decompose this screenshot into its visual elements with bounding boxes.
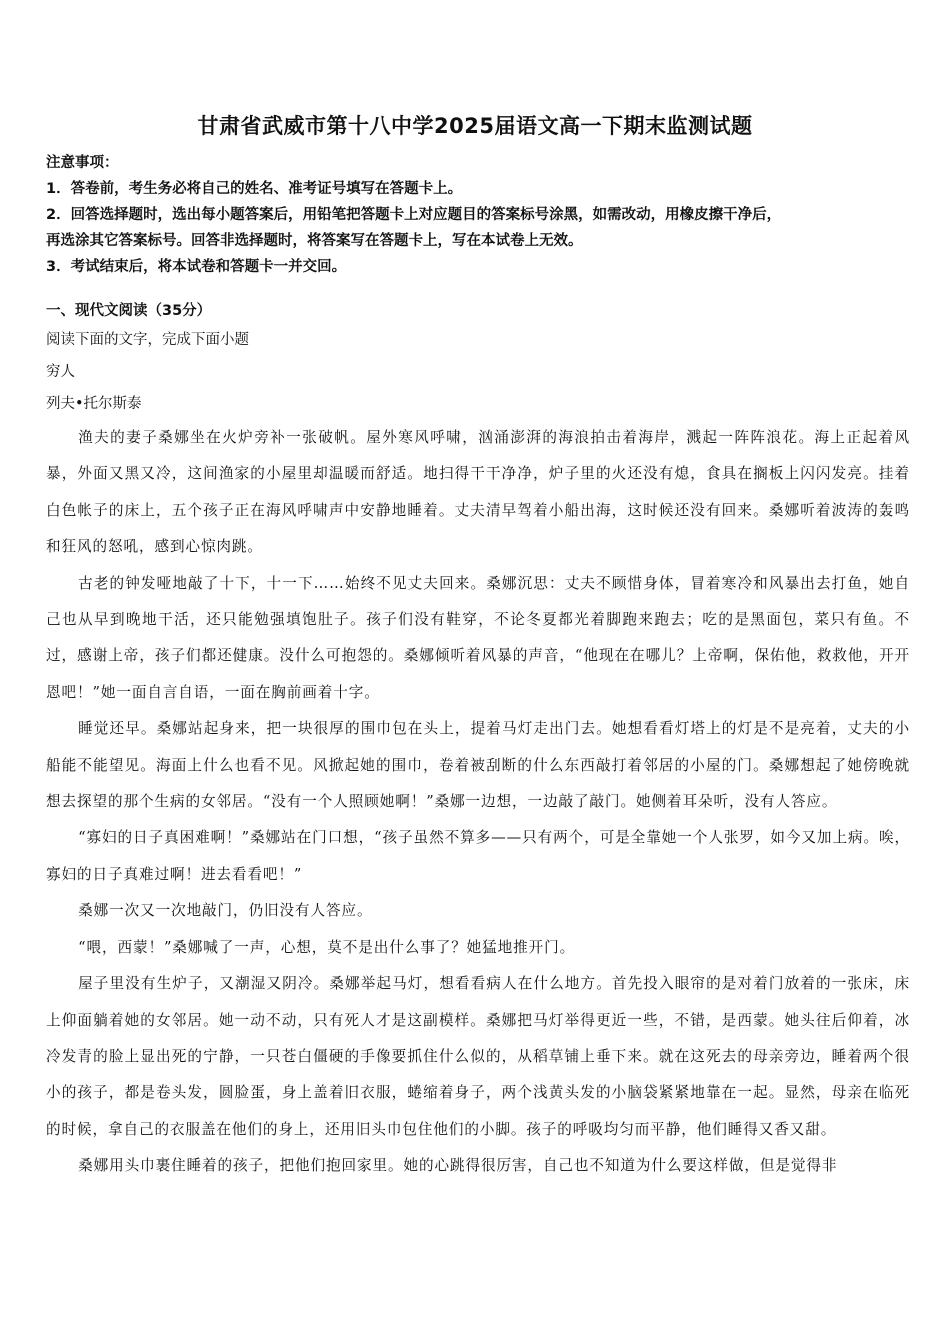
notes-item: 1．答卷前，考生务必将自己的姓名、准考证号填写在答题卡上。 (46, 181, 463, 197)
notes-item: 3．考试结束后，将本试卷和答题卡一并交回。 (46, 259, 347, 275)
section-heading: 一、现代文阅读（35分） (46, 303, 212, 319)
story-paragraph: 渔夫的妻子桑娜坐在火炉旁补一张破帆。屋外寒风呼啸，汹涌澎湃的海浪拍击着海岸，溅起一阵阵浪花。海上正起着风暴，外面又黑又冷，这间渔家的小屋里却温暖而舒适。地扫得干干净净，炉子里的火还没有熄，食具在搁板上闪闪发亮。挂着白色帐子的床上，五个孩子正在海风呼啸声中安静地睡着。丈夫清早驾着小船出海，这时候还没有回来。桑娜听着波涛的轰鸣和狂风的怒吼，感到心惊肉跳。 (46, 429, 910, 556)
story-title: 穷人 (46, 364, 75, 380)
story-body (46, 420, 910, 1185)
story-paragraph: 古老的钟发哑地敲了十下，十一下……始终不见丈夫回来。桑娜沉思：丈夫不顾惜身体，冒着寒冷和风暴出去打鱼，她自己也从早到晚地干活，还只能勉强填饱肚子。孩子们没有鞋穿，不论冬夏都光着脚跑来跑去；吃的是黑面包，菜只有鱼。不过，感谢上帝，孩子们都还健康。没什么可抱怨的。桑娜倾听着风暴的声音，“他现在在哪儿？上帝啊，保佑他，救救他，开开恩吧！”她一面自言自语，一面在胸前画着十字。 (46, 574, 910, 701)
story-paragraph: 屋子里没有生炉子，又潮湿又阴冷。桑娜举起马灯，想看看病人在什么地方。首先投入眼帘的是对着门放着的一张床，床上仰面躺着她的女邻居。她一动不动，只有死人才是这副模样。桑娜把马灯举得更近一些，不错，是西蒙。她头往后仰着，冰冷发青的脸上显出死的宁静，一只苍白僵硬的手像要抓住什么似的，从稻草铺上垂下来。就在这死去的母亲旁边，睡着两个很小的孩子，都是卷头发，圆脸蛋，身上盖着旧衣服，蜷缩着身子，两个浅黄头发的小脑袋紧紧地靠在一起。显然，母亲在临死的时候，拿自己的衣服盖在他们的身上，还用旧头巾包住他们的小脚。孩子的呼吸均匀而平静，他们睡得又香又甜。 (46, 975, 910, 1138)
story-paragraph: “寡妇的日子真困难啊！”桑娜站在门口想，“孩子虽然不算多——只有两个，可是全靠她一个人张罗，如今又加上病。唉，寡妇的日子真难过啊！进去看看吧！” (46, 829, 910, 883)
notes-item: 2．回答选择题时，选出每小题答案后，用铅笔把答题卡上对应题目的答案标号涂黑，如需改动，用橡皮擦干净后， (46, 207, 782, 223)
notes-heading: 注意事项： (46, 155, 119, 171)
reading-section (46, 298, 910, 420)
section-instruction: 阅读下面的文字，完成下面小题 (46, 332, 249, 348)
notes-block (46, 150, 910, 280)
story-paragraph: 桑娜一次又一次地敲门，仍旧没有人答应。 (78, 902, 373, 920)
story-author: 列夫•托尔斯泰 (46, 396, 142, 412)
notes-item: 再选涂其它答案标号。回答非选择题时，将答案写在答题卡上，写在本试卷上无效。 (46, 233, 583, 249)
story-paragraph: 睡觉还早。桑娜站起身来，把一块很厚的围巾包在头上，提着马灯走出门去。她想看看灯塔上的灯是不是亮着，丈夫的小船能不能望见。海面上什么也看不见。风掀起她的围巾，卷着被刮断的什么东西敲打着邻居的小屋的门。桑娜想起了她傍晚就想去探望的那个生病的女邻居。“没有一个人照顾她啊！”桑娜一边想，一边敲了敲门。她侧着耳朵听，没有人答应。 (46, 720, 910, 811)
story-paragraph: “喂，西蒙！”桑娜喊了一声，心想，莫不是出什么事了？她猛地推开门。 (78, 938, 576, 956)
exam-title: 甘肃省武威市第十八中学2025届语文高一下期末监测试题 (197, 114, 753, 138)
story-paragraph: 桑娜用头巾裹住睡着的孩子，把他们抱回家里。她的心跳得很厉害，自己也不知道为什么要这样做，但是觉得非 (78, 1157, 838, 1175)
